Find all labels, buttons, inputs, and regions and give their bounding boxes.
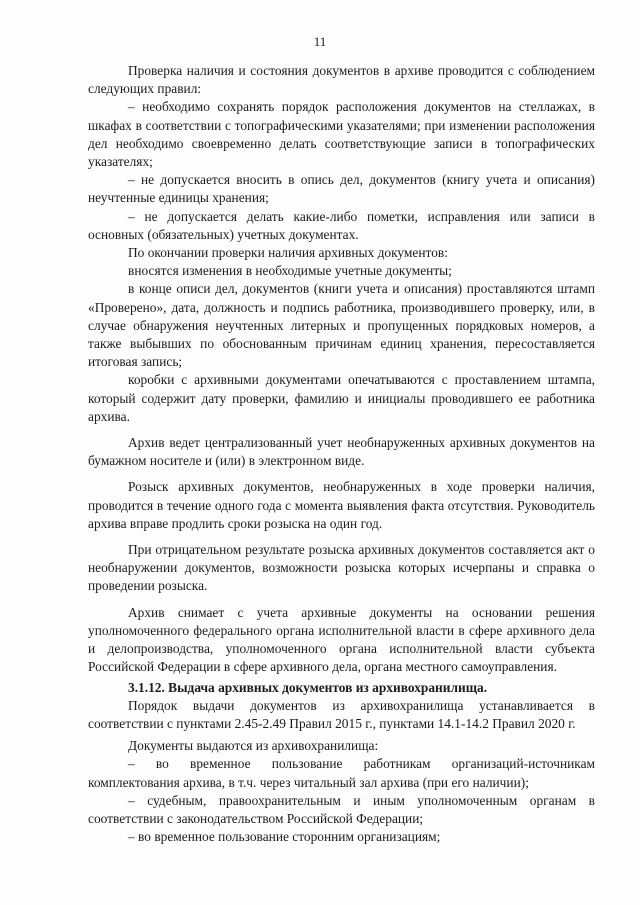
document-body	[88, 62, 595, 846]
paragraph-stamp: в конце описи дел, документов (книги учета и описания) проставляются штамп «Проверено», дата, должность и подпись работника, производившего проверку, или, в случае обнаружения неучтенных литерных и пропущенных порядковых номеров, а также выбывших по обоснованным причинам единиц хранения, пересоставляется итоговая запись;	[88, 281, 595, 370]
list-item-issue-2: – судебным, правоохранительным и иным уполномоченным органам в соответствии с законодательством Российской Федерации;	[88, 792, 595, 826]
paragraph-issue-order: Порядок выдачи документов из архивохранилища устанавливается в соответствии с пунктами 2.45-2.49 Правил 2015 г., пунктами 14.1-14.2 Правил 2020 г.	[88, 697, 595, 731]
list-item-rule-3: – не допускается делать какие-либо пометки, исправления или записи в основных (обязательных) учетных документах.	[88, 208, 595, 242]
paragraph-central-account: Архив ведет централизованный учет необнаруженных архивных документов на бумажном носителе и (или) в электронном виде.	[88, 435, 595, 469]
list-item-issue-3: – во временное пользование сторонним организациям;	[128, 829, 441, 845]
paragraph-after-check: По окончании проверки наличия архивных документов:	[128, 245, 448, 261]
page-number: 11	[313, 34, 327, 49]
paragraph-intro: Проверка наличия и состояния документов в архиве проводится с соблюдением следующих правил:	[88, 63, 595, 97]
list-item-rule-1: – необходимо сохранять порядок расположения документов на стеллажах, в шкафах в соответствии с топографическими указателями; при изменении расположения дел необходимо своевременно делать соответствующие записи в топографических указателях;	[88, 99, 595, 170]
paragraph-deregistration: Архив снимает с учета архивные документы на основании решения уполномоченного федерального органа исполнительной власти в сфере архивного дела и делопроизводства, уполномоченного органа исполнительной власти субъекта Российской Федерации в сфере архивного дела, органа местного самоуправления.	[88, 604, 595, 675]
paragraph-search: Розыск архивных документов, необнаруженных в ходе проверки наличия, проводится в течение одного года с момента выявления факта отсутствия. Руководитель архива вправе продлить сроки розыска на один год.	[88, 479, 595, 531]
paragraph-issued-from: Документы выдаются из архивохранилища:	[128, 738, 379, 754]
list-item-rule-2: – не допускается вносить в опись дел, документов (книгу учета и описания) неучтенные единицы хранения;	[88, 172, 595, 206]
paragraph-boxes: коробки с архивными документами опечатываются с проставлением штампа, который содержит дату проверки, фамилию и инициалы проводившего ее работника архива.	[88, 372, 595, 424]
section-heading: 3.1.12. Выдача архивных документов из архивохранилища.	[128, 679, 488, 695]
list-item-issue-1: – во временное пользование работникам организаций-источникам комплектования архива, в т.ч. через читальный зал архива (при его наличии);	[88, 756, 595, 790]
paragraph-negative-result: При отрицательном результате розыска архивных документов составляется акт о необнаружении документов, возможности розыска которых исчерпаны и справка о проведении розыска.	[88, 542, 595, 594]
paragraph-changes: вносятся изменения в необходимые учетные документы;	[128, 263, 452, 279]
